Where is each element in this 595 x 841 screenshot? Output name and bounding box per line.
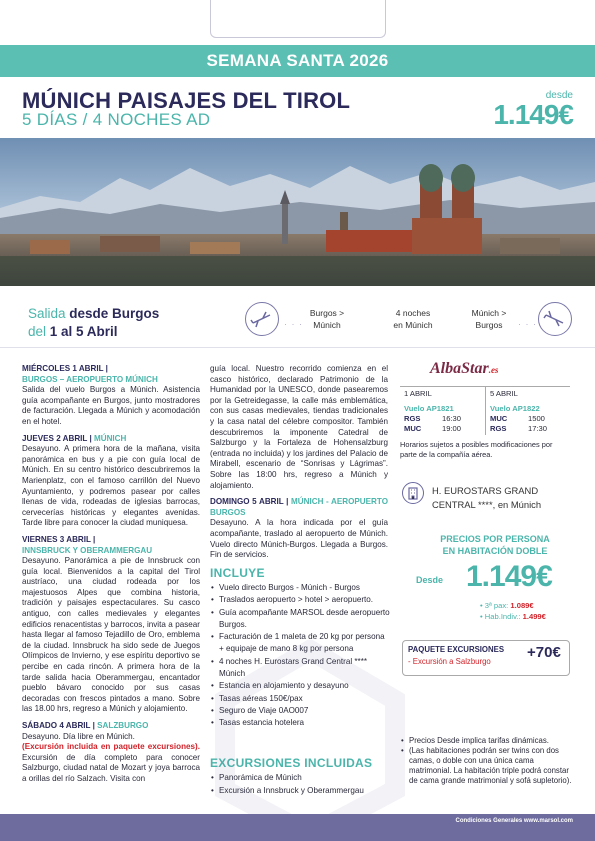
excursion-item: • Panorámica de Múnich [210,771,390,784]
day-4-continued: guía local. Nuestro recorrido comienza en el casco histórico, declarado Patrimonio de la Humanidad por la UNESCO, donde pasearemos por la Getreidegasse, la calle más emblemática, con sus casas medievales, tiendas tradicionales y la casa natal del célebre compositor. También descubriremos la imponente Catedral de Salzburgo y la Fortaleza de Hohensalzburg (entrada no incluida) y los jardines del Palacio de Mirabell, escenario de “Sonrisas y Lágrimas”. Sobre las 18:00 hrs, regreso a Múnich y alojamiento. [210,364,388,490]
departure-dates: 1 al 5 Abril [49,324,118,339]
includes-item: • Estancia en alojamiento y desayuno [210,680,390,692]
package-price: +70€ [527,644,561,661]
outbound-flight-number: Vuelo AP1821 [404,404,454,413]
day-2-heading: JUEVES 2 ABRIL | [22,433,94,443]
hotel-line-2: CENTRAL ****, en Múnich [432,499,542,510]
day-1-heading: MIÉRCOLES 1 ABRIL | [22,364,108,373]
logo-name: AlbaStar [430,360,489,377]
day-4-route: SALZBURGO [97,721,149,730]
hotel-icon [402,482,424,504]
day-4-heading: SÁBADO 4 ABRIL | [22,721,98,730]
day-5-text: Desayuno. A la hora indicada por el guía acompañante, traslado al aeropuerto de Múnich. Vuelo directo Múnich-Burgos. Llegada a Burgos. Fin de servicios. [210,518,388,560]
departure-info [28,305,159,341]
route-leg-3-line1: Múnich > [471,308,507,318]
page-title: MÚNICH PAISAJES DEL TIROL [22,88,351,113]
airport-code: MUC [404,424,422,433]
day-3-route: INNSBRUCK Y OBERAMMERGAU [22,545,153,555]
price-from-label: Desde [416,575,444,585]
flight-time: 1500 [528,414,545,423]
hero-image-munich [0,138,595,286]
airport-code: MUC [490,414,508,423]
route-leg-1-line1: Burgos > [309,308,345,318]
includes-item: • Vuelo directo Burgos - Múnich - Burgos [210,582,390,594]
excursion-item: • Excursión a Innsbruck y Oberammergau [210,784,390,797]
route-leg-2 [385,307,441,331]
single-room-label: Hab.Indiv.: [484,611,523,621]
includes-item: • 4 noches H. Eurostars Grand Central **** Múnich [210,656,390,681]
third-pax-label: 3ª pax: [484,601,511,610]
flight-time: 19:00 [442,424,462,433]
flight-table [400,386,570,433]
includes-item: • Guía acompañante MARSOL desde aeropuerto Burgos. [210,607,390,632]
single-room-price: 1.499€ [522,611,546,621]
excursions-title: EXCURSIONES INCLUIDAS [210,756,373,770]
day-2-route: MÚNICH [93,433,127,443]
prices-heading-line2: EN HABITACIÓN DOBLE [442,546,548,556]
package-title: PAQUETE EXCURSIONES [408,645,505,654]
outbound-date: 1 ABRIL [404,389,432,398]
departure-city: desde Burgos [69,306,160,321]
day-4-excursion-note: (Excursión incluida en paquete excursiones). [22,742,200,752]
package-item: - Excursión a Salzburgo [408,657,491,666]
itinerary-column-2 [210,364,388,561]
dates-prefix: del [28,324,50,339]
flight-time: 17:30 [528,424,548,433]
note-item: • Precios Desde implica tarifas dinámicas. [400,736,572,746]
airport-code: RGS [490,424,507,433]
albastar-logo [430,360,498,378]
day-4-text2: Excursión de día completo para conocer Salzburgo, ciudad natal de Mozart y joya barroca a orillas del río Salzach. Visita con [22,752,200,783]
route-leg-2-line1: 4 noches [395,308,431,318]
day-1-route: BURGOS – AEROPUERTO MÚNICH [22,374,158,384]
includes-item: • Tasas aéreas 150€/pax [210,693,390,705]
price-notes [400,736,572,786]
price-from-label: desde [545,90,573,101]
departure-prefix: Salida [28,306,70,321]
prices-heading [420,533,570,557]
prices-heading-line1: PRECIOS POR PERSONA [440,534,550,544]
return-flight [485,387,570,435]
return-flight-number: Vuelo AP1822 [490,404,540,413]
airport-code: RGS [404,414,421,423]
flight-note: Horarios sujetos a posibles modificaciones por parte de la compañía aérea. [400,440,553,459]
banner: SEMANA SANTA 2026 [0,45,595,77]
includes-item: • Tasas estancia hotelera [210,717,390,729]
watermark-graphic [195,640,425,840]
page-subtitle: 5 DÍAS / 4 NOCHES AD [22,110,211,129]
includes-item: • Facturación de 1 maleta de 20 kg por persona + equipaje de mano 8 kg por persona [210,631,390,656]
route-leg-2-line2: en Múnich [393,320,433,330]
day-1-text: Salida del vuelo Burgos a Múnich. Asistencia guía acompañante en Burgos, junto mostradores de facturación. Llegada a Múnich y acomodación en el hotel. [22,385,200,426]
day-2-text: Desayuno. A primera hora de la mañana, visita panorámica en bus y a pie con guía local de Múnich. En su centro histórico descubriremos la Marienplatz, con el famoso carrillón del Nuevo Ayuntamiento, y podremos pasear por calles llenas de vida, rodeadas de iglesias barrocas, cervecerías históricas y elegantes avenidas. Tarde libre para conocer la ciudad muniquesa. [22,444,200,528]
hotel-line-1: H. EUROSTARS GRAND [432,485,539,496]
price-extras: • 3ª pax: 1.089€ • Hab.Indiv.: 1.499€ [480,601,546,621]
third-pax-price: 1.089€ [510,601,534,610]
main-price: 1.149€ [466,560,552,593]
includes-item: • Traslados aeropuerto > hotel > aeropuerto. [210,594,390,606]
day-5-route: MÚNICH - AEROPUERTO BURGOS [210,497,388,517]
route-leg-1-line2: Múnich [313,320,341,330]
flight-time: 16:30 [442,414,462,423]
top-tab [210,0,386,38]
route-leg-3 [465,307,513,331]
outbound-flight [400,387,485,435]
day-5-heading: DOMINGO 5 ABRIL | [210,497,292,507]
day-3-heading: VIERNES 3 ABRIL | [22,534,96,544]
day-4-text1: Desayuno. Día libre en Múnich. [22,731,135,741]
return-date: 5 ABRIL [490,389,518,398]
route-dots: · · · [284,319,303,329]
hotel-name [432,484,541,512]
plane-landing-icon [538,302,572,336]
price-top: 1.149€ [493,99,573,130]
footer-bar [0,814,595,841]
itinerary-column-1 [22,364,200,785]
note-item: • (Las habitaciones podrán ser twins con dos camas, o doble con una única cama matrimonial. La habitación triple podrá constar de cama grande matrimonial y sofá supletorio). [400,746,572,786]
includes-title: INCLUYE [210,566,265,580]
footer-text: Condiciones Generales www.marsol.com [455,818,573,824]
day-3-text: Desayuno. Panorámica a pie de Innsbruck con guía local. Bienvenidos a la capital del Tirol austríaco, una ciudad rodeada por los majestuosos Alpes que combina historia, tradición y paisajes espectaculares. Su casco antiguo, con calles medievales y elegantes edificios renacentistas y barrocos, invita a pasear hasta llegar al famoso Tejadillo de Oro, emblema de la ciudad. Innsbruck ha sido sede de Juegos Olímpicos de Invierno, y ese espíritu deportivo se percibe en cada rincón. A primera hora de la tarde salida hacia Oberammergau, encantador pueblo bávaro conocido por sus casas decoradas con frescos pintados a mano. Sobre las 18.00 hrs, regreso a Múnich y alojamiento. [22,556,200,714]
route-dots: · · · [518,319,537,329]
route-leg-3-line2: Burgos [475,320,503,330]
plane-takeoff-icon [245,302,279,336]
includes-item: • Seguro de Viaje 0AO007 [210,705,390,717]
logo-suffix: .es [488,365,499,375]
route-leg-1 [305,307,349,331]
